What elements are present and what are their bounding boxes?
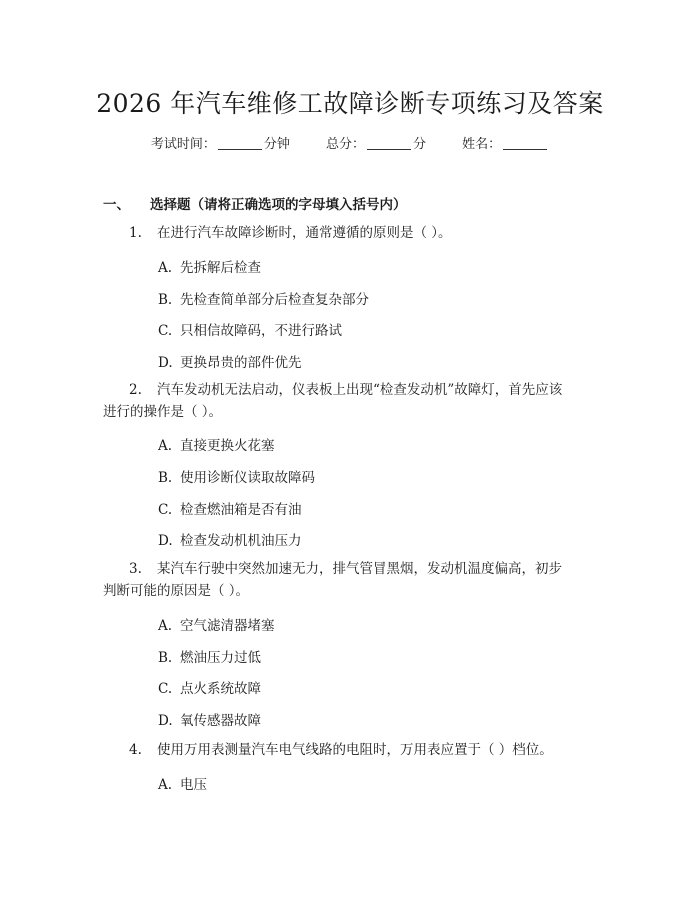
- exam-name: [462, 137, 549, 152]
- question-1: [103, 222, 573, 244]
- time-unit: 分钟: [263, 137, 290, 152]
- option-text: 更换昂贵的部件优先: [180, 355, 302, 371]
- section-number: 一、: [103, 197, 130, 213]
- option-text: 先检查简单部分后检查复杂部分: [180, 292, 369, 308]
- option-letter: B.: [158, 292, 173, 308]
- option-letter: D.: [158, 713, 173, 729]
- option-letter: C.: [158, 681, 173, 697]
- option-text: 使用诊断仪读取故障码: [180, 470, 315, 486]
- option-text: 燃油压力过低: [180, 650, 261, 666]
- option-text: 空气滤清器堵塞: [180, 618, 275, 634]
- question-number: 3.: [129, 561, 142, 577]
- option-1a: [158, 256, 261, 276]
- option-2d: [158, 529, 302, 549]
- question-3: [103, 558, 573, 602]
- page-title: 2026 年汽车维修工故障诊断专项练习及答案: [96, 89, 604, 118]
- option-letter: B.: [158, 650, 173, 666]
- option-text: 电压: [180, 777, 207, 793]
- option-letter: C.: [158, 502, 173, 518]
- option-text: 检查发动机机油压力: [180, 533, 302, 549]
- score-unit: 分: [413, 137, 427, 152]
- time-blank: [218, 137, 262, 150]
- option-letter: B.: [158, 470, 173, 486]
- option-letter: A.: [158, 618, 173, 634]
- option-3b: [158, 646, 261, 666]
- score-blank: [367, 137, 411, 150]
- option-4a: [158, 773, 207, 793]
- score-label: 总分：: [325, 137, 365, 152]
- option-letter: D.: [158, 355, 173, 371]
- option-text: 只相信故障码，不进行路试: [180, 323, 342, 339]
- section-title: 选择题（请将正确选项的字母填入括号内）: [150, 197, 407, 213]
- option-1c: [158, 319, 342, 339]
- option-letter: D.: [158, 533, 173, 549]
- exam-time: [151, 137, 290, 152]
- option-2b: [158, 466, 315, 486]
- question-text: 某汽车行驶中突然加速无力，排气管冒黑烟，发动机温度偏高，初步判断可能的原因是（ ）。: [103, 561, 562, 599]
- option-text: 直接更换火花塞: [180, 438, 275, 454]
- name-blank: [503, 137, 547, 150]
- exam-score: [326, 137, 426, 152]
- question-2: [103, 379, 573, 423]
- question-number: 1.: [129, 225, 142, 241]
- name-label: 姓名：: [462, 137, 502, 152]
- option-3c: [158, 677, 261, 697]
- question-text: 汽车发动机无法启动，仪表板上出现“检查发动机”故障灯，首先应该进行的操作是（ ）。: [103, 382, 563, 420]
- time-label: 考试时间：: [150, 137, 216, 152]
- exam-meta: [0, 133, 700, 152]
- option-letter: C.: [158, 323, 173, 339]
- option-1d: [158, 351, 302, 371]
- question-number: 2.: [129, 382, 142, 398]
- question-number: 4.: [129, 742, 142, 758]
- option-3d: [158, 709, 261, 729]
- option-letter: A.: [158, 260, 173, 276]
- option-letter: A.: [158, 777, 173, 793]
- question-4: [103, 739, 573, 761]
- option-text: 点火系统故障: [180, 681, 261, 697]
- option-text: 检查燃油箱是否有油: [180, 502, 302, 518]
- option-2a: [158, 434, 275, 454]
- option-text: 先拆解后检查: [180, 260, 261, 276]
- question-text: 使用万用表测量汽车电气线路的电阻时，万用表应置于（ ）档位。: [157, 742, 553, 758]
- option-letter: A.: [158, 438, 173, 454]
- section-heading: [103, 193, 407, 213]
- option-2c: [158, 498, 302, 518]
- option-text: 氧传感器故障: [180, 713, 261, 729]
- option-3a: [158, 614, 275, 634]
- question-text: 在进行汽车故障诊断时，通常遵循的原则是（ ）。: [157, 225, 452, 241]
- option-1b: [158, 288, 369, 308]
